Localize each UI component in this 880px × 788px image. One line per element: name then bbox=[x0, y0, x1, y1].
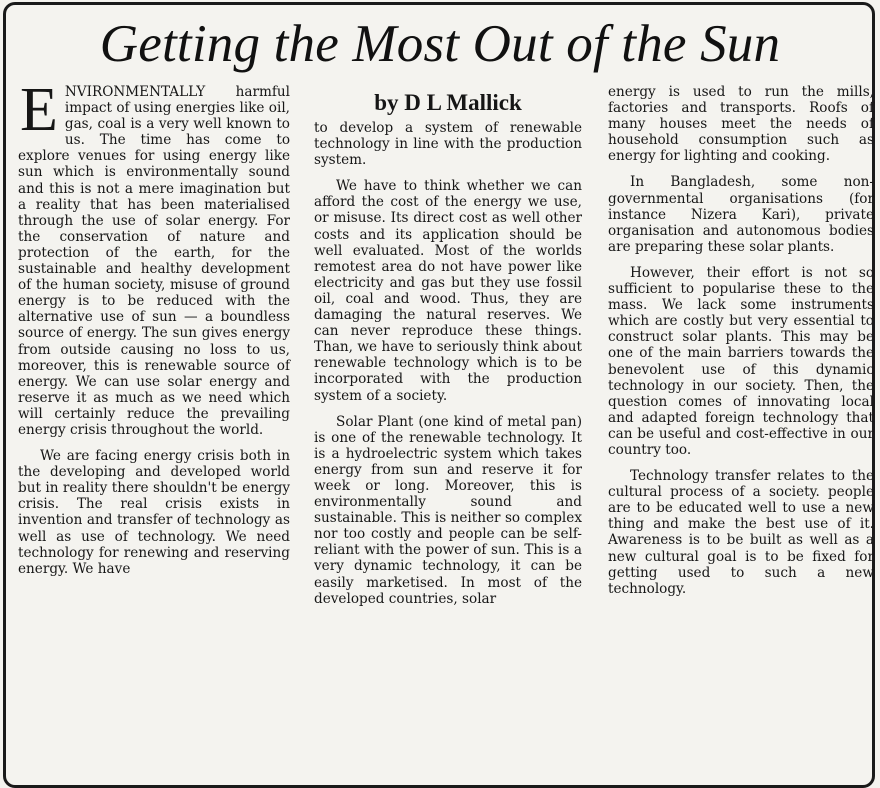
headline: Getting the Most Out of the Sun bbox=[99, 15, 781, 73]
paragraph: However, their effort is not so sufficient to popularise these to the mass. We lack some instruments which are costly but very essential to construct solar plants. This may be one of the main barriers towards the benevolent use of this dynamic technology in our society. Then, the question comes of innovating local and adapted foreign technology that can be useful and cost-effective in our country too. bbox=[608, 264, 874, 458]
paragraph: In Bangladesh, some non-governmental organisations (for instance Nizera Kari), private organisation and autonomous bodies are preparing these solar plants. bbox=[608, 174, 874, 255]
paragraph: Technology transfer relates to the cultural process of a society. people are to be educated well to use a new thing and make the best use of it. Awareness is to be built as well as a new cultural goal is to be fixed for getting used to such a new technology. bbox=[608, 468, 874, 597]
paragraph: We are facing energy crisis both in the developing and developed world but in reality there shouldn't be energy crisis. The real crisis exists in invention and transfer of technology as well as use of technology. We need technology for renewing and reserving energy. We have bbox=[18, 448, 290, 577]
paragraph: We have to think whether we can afford the cost of the energy we use, or misuse. Its direct cost as well other costs and its application should be well evaluated. Most of the worlds remotest area do not have power like electricity and gas but they use fossil oil, coal and wood. Thus, they are damaging the natural reserves. We can never reproduce these things. Than, we have to seriously think about renewable technology which is to be incorporated with the production system of a society. bbox=[314, 178, 582, 404]
paragraph: Solar Plant (one kind of metal pan) is one of the renewable technology. It is a hydroelectric system which takes energy from sun and reserve it for week or long. Moreover, this is environmentally sound and sustainable. This is neither so complex nor too costly and people can be self-reliant with the power of sun. This is a very dynamic technology, it can be easily marketised. In most of the developed countries, solar bbox=[314, 413, 582, 607]
paragraph-text: NVIRONMENTALLY harmful impact of using energies like oil, gas, coal is a very well known to us. The time has come to explore venues for using energy like sun which is environmentally sound and this is not a mere imagination but a reality that has been materialised through the use of solar energy. For the conservation of nature and protection of the earth, for the sustainable and healthy development of the human society, misuse of ground energy is to be reduced with the alternative use of sun — a boundless source of energy. The sun gives energy from outside causing no loss to us, moreover, this is renewable source of energy. We can use solar energy and reserve it as much as we need which will certainly reduce the prevailing energy crisis throughout the world. bbox=[18, 84, 290, 438]
paragraph: energy is used to run the mills, factories and transports. Roofs of many houses meet the needs of household consumption such as energy for lighting and cooking. bbox=[608, 84, 874, 165]
article-column-2 bbox=[314, 120, 582, 607]
paragraph bbox=[18, 76, 290, 438]
article-column-3 bbox=[608, 84, 874, 597]
paragraph: to develop a system of renewable technology in line with the production system. bbox=[314, 120, 582, 169]
article-column-1 bbox=[18, 76, 290, 577]
drop-cap: E bbox=[20, 76, 58, 144]
byline: by D L Mallick bbox=[374, 90, 522, 115]
